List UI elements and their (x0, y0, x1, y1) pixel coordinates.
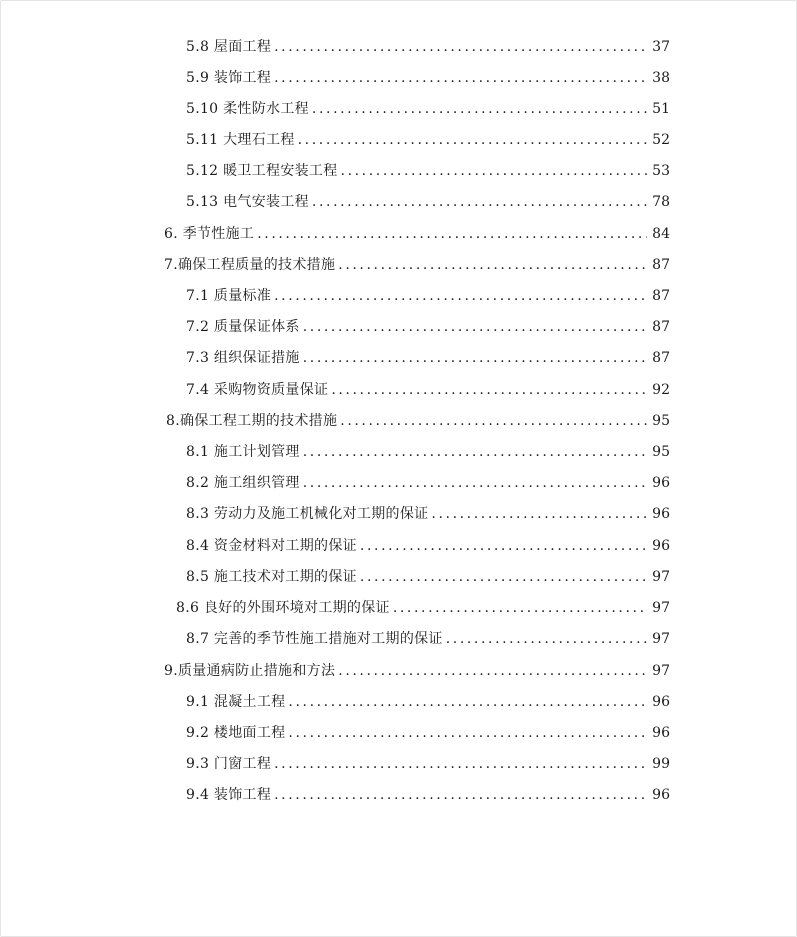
dot-leader (338, 254, 647, 276)
toc-entry[interactable] (186, 379, 670, 401)
toc-entry-page: 97 (652, 663, 670, 679)
toc-entry-title: 5.10 柔性防水工程 (186, 101, 309, 117)
toc-entry-title: 5.8 屋面工程 (186, 39, 272, 55)
toc-entry-page: 97 (652, 600, 670, 616)
toc-entry[interactable] (164, 223, 670, 245)
toc-entry-title: 7.确保工程质量的技术措施 (164, 257, 336, 273)
toc-entry-title: 8.7 完善的季节性施工措施对工期的保证 (186, 631, 443, 647)
toc-entry-title: 8.5 施工技术对工期的保证 (186, 569, 357, 585)
toc-entry-title: 9.2 楼地面工程 (186, 725, 286, 741)
toc-entry[interactable] (186, 472, 670, 494)
toc-entry[interactable] (186, 722, 670, 744)
dot-leader (312, 191, 647, 213)
toc-entry-title: 9.1 混凝土工程 (186, 694, 286, 710)
toc-entry-page: 52 (652, 132, 670, 148)
dot-leader (303, 472, 647, 494)
dot-leader (341, 160, 647, 182)
dot-leader (393, 597, 647, 619)
dot-leader (303, 347, 647, 369)
toc-entry-title: 8.确保工程工期的技术措施 (166, 413, 338, 429)
toc-entry-page: 87 (652, 319, 670, 335)
toc-entry-page: 96 (652, 475, 670, 491)
dot-leader (360, 535, 647, 557)
toc-entry-page: 95 (652, 413, 670, 429)
dot-leader (303, 441, 647, 463)
toc-entry-title: 5.13 电气安装工程 (186, 194, 309, 210)
toc-entry-page: 37 (652, 39, 670, 55)
toc-entry[interactable] (186, 129, 670, 151)
toc-entry[interactable] (186, 160, 670, 182)
dot-leader (274, 784, 647, 806)
toc-entry-title: 5.11 大理石工程 (186, 132, 295, 148)
dot-leader (303, 316, 647, 338)
toc-entry-page: 97 (652, 631, 670, 647)
dot-leader (340, 410, 647, 432)
toc-entry[interactable] (186, 535, 670, 557)
toc-entry-page: 53 (652, 163, 670, 179)
dot-leader (431, 503, 647, 525)
dot-leader (274, 285, 647, 307)
toc-entry-title: 8.2 施工组织管理 (186, 475, 300, 491)
dot-leader (288, 691, 647, 713)
toc-entry[interactable] (186, 753, 670, 775)
toc-entry[interactable] (166, 410, 670, 432)
toc-entry[interactable] (186, 628, 670, 650)
toc-entry[interactable] (186, 316, 670, 338)
toc-entry-title: 8.1 施工计划管理 (186, 444, 300, 460)
dot-leader (338, 660, 647, 682)
toc-entry-page: 84 (652, 226, 670, 242)
toc-entry-page: 38 (652, 70, 670, 86)
dot-leader (331, 379, 647, 401)
toc-entry[interactable] (186, 36, 670, 58)
toc-entry-page: 92 (652, 382, 670, 398)
toc-entry-title: 8.6 良好的外围环境对工期的保证 (176, 600, 390, 616)
toc-entry-page: 96 (652, 725, 670, 741)
toc-entry[interactable] (164, 660, 670, 682)
dot-leader (446, 628, 647, 650)
toc-entry-title: 9.3 门窗工程 (186, 756, 272, 772)
toc-entry[interactable] (186, 191, 670, 213)
toc-entry-title: 7.3 组织保证措施 (186, 350, 300, 366)
dot-leader (360, 566, 647, 588)
toc-entry-page: 96 (652, 787, 670, 803)
toc-entry-title: 9.质量通病防止措施和方法 (164, 663, 336, 679)
toc-entry-page: 78 (652, 194, 670, 210)
toc-entry[interactable] (186, 441, 670, 463)
toc-entry[interactable] (186, 503, 670, 525)
toc-entry-title: 8.4 资金材料对工期的保证 (186, 538, 357, 554)
toc-entry-page: 96 (652, 694, 670, 710)
dot-leader (274, 36, 647, 58)
toc-entry[interactable] (186, 347, 670, 369)
toc-entry-page: 96 (652, 538, 670, 554)
toc-entry[interactable] (186, 691, 670, 713)
toc-entry-page: 87 (652, 350, 670, 366)
toc-entry[interactable] (164, 254, 670, 276)
dot-leader (298, 129, 647, 151)
toc-entry-page: 87 (652, 288, 670, 304)
toc-entry[interactable] (186, 98, 670, 120)
dot-leader (288, 722, 647, 744)
toc-entry-title: 6. 季节性施工 (164, 226, 255, 242)
toc-entry-title: 7.1 质量标准 (186, 288, 272, 304)
toc-entry-page: 99 (652, 756, 670, 772)
dot-leader (274, 753, 647, 775)
dot-leader (312, 98, 647, 120)
toc-entry-title: 7.2 质量保证体系 (186, 319, 300, 335)
toc-entry[interactable] (186, 67, 670, 89)
toc-entry[interactable] (186, 566, 670, 588)
toc-entry[interactable] (186, 285, 670, 307)
toc-entry-page: 87 (652, 257, 670, 273)
dot-leader (274, 67, 647, 89)
toc-entry[interactable] (186, 784, 670, 806)
toc-entry-title: 9.4 装饰工程 (186, 787, 272, 803)
toc-entry-page: 97 (652, 569, 670, 585)
toc-entry-title: 5.9 装饰工程 (186, 70, 272, 86)
toc-entry-page: 51 (652, 101, 670, 117)
dot-leader (257, 223, 647, 245)
toc-entry[interactable] (176, 597, 670, 619)
toc-entry-title: 7.4 采购物资质量保证 (186, 382, 329, 398)
toc-entry-title: 8.3 劳动力及施工机械化对工期的保证 (186, 506, 429, 522)
toc-entry-title: 5.12 暖卫工程安装工程 (186, 163, 338, 179)
toc-entry-page: 96 (652, 506, 670, 522)
toc-entry-page: 95 (652, 444, 670, 460)
